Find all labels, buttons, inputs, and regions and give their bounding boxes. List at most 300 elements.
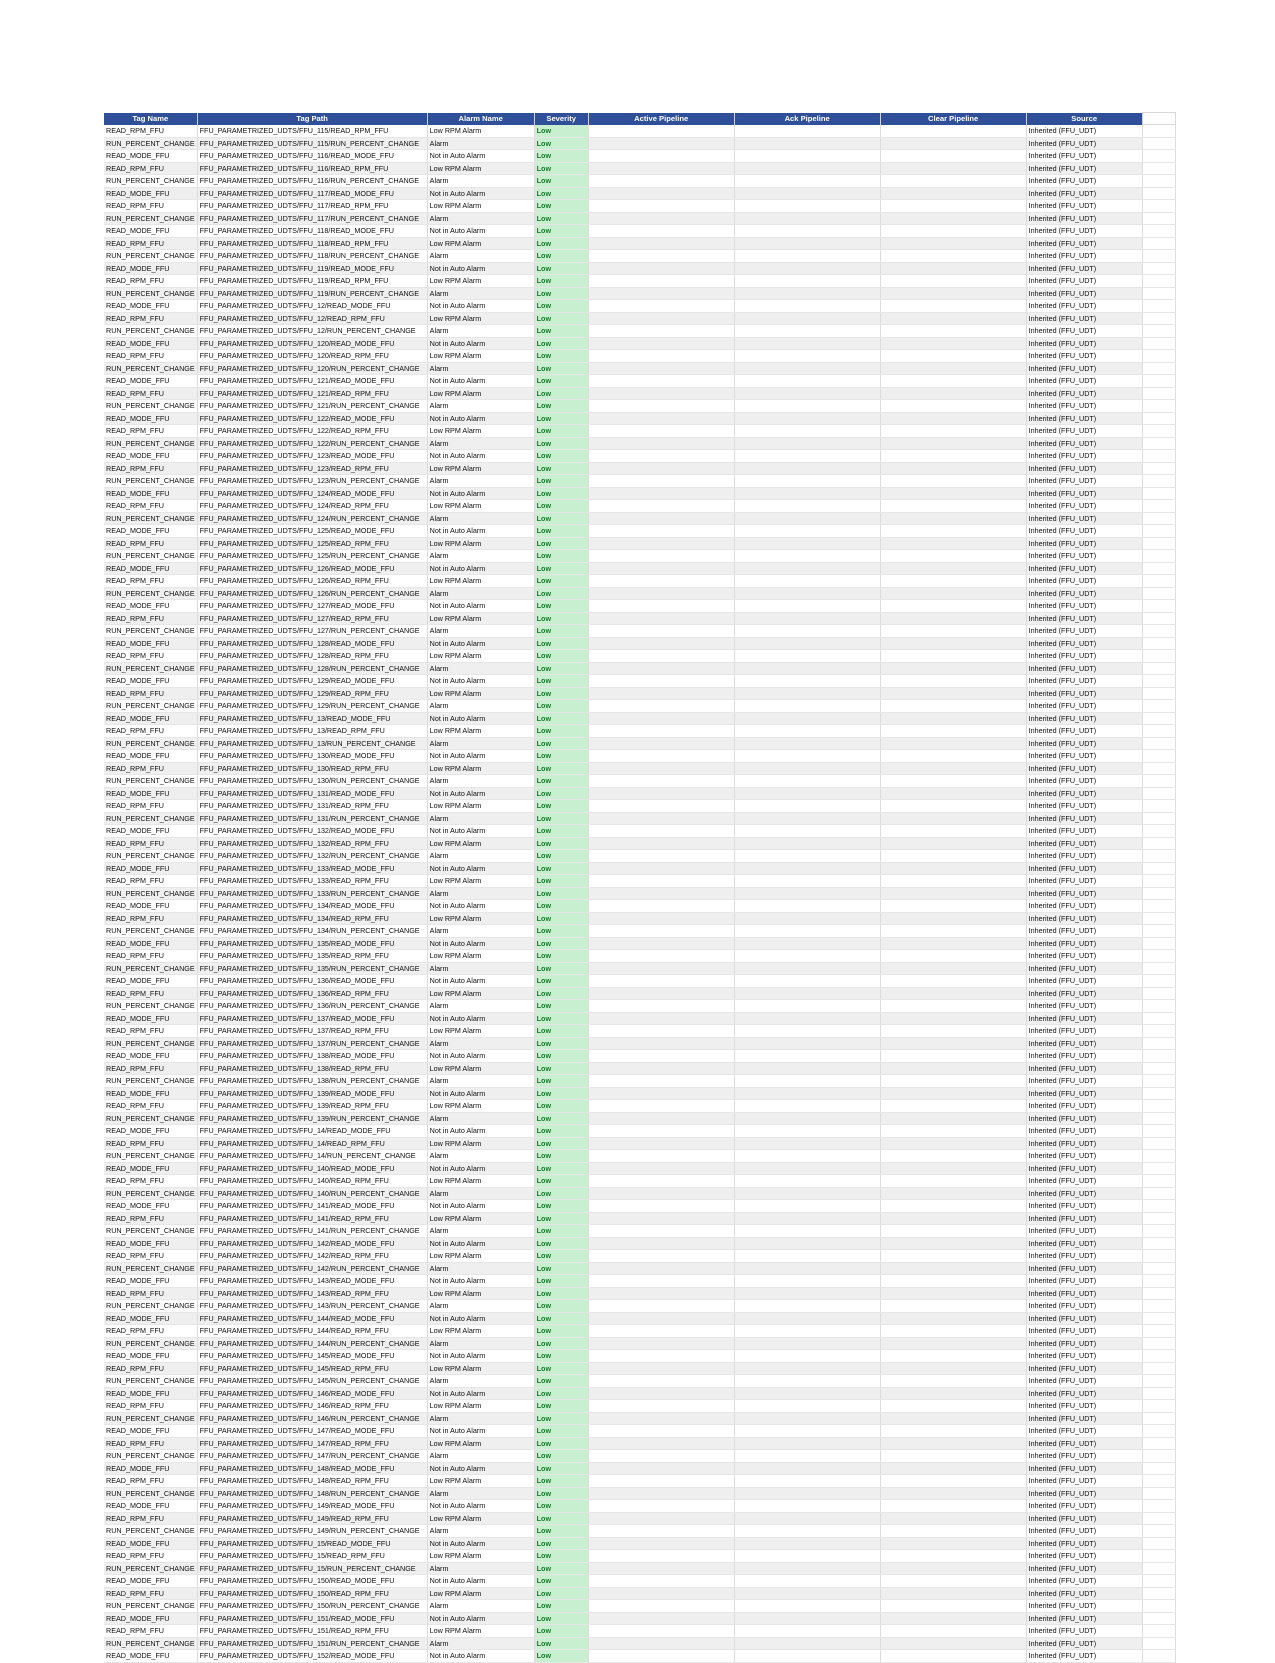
tag-path-cell: FFU_PARAMETRIZED_UDTS/FFU_12/READ_MODE_FFU xyxy=(197,300,427,313)
table-row[interactable] xyxy=(104,1000,1175,1013)
alarm-name-cell: Low RPM Alarm xyxy=(427,575,534,588)
tag-name-cell: RUN_PERCENT_CHANGE xyxy=(104,1375,197,1388)
table-row[interactable] xyxy=(104,912,1175,925)
empty-cell xyxy=(1142,287,1175,300)
severity-cell: Low xyxy=(534,1100,588,1113)
table-row[interactable] xyxy=(104,537,1175,550)
table-row[interactable] xyxy=(104,1625,1175,1638)
ack-pipeline-cell xyxy=(734,1325,880,1338)
severity-cell: Low xyxy=(534,1275,588,1288)
ack-pipeline-cell xyxy=(734,1225,880,1238)
table-row[interactable] xyxy=(104,1387,1175,1400)
table-row[interactable] xyxy=(104,1500,1175,1513)
table-row[interactable] xyxy=(104,137,1175,150)
table-row[interactable] xyxy=(104,187,1175,200)
tag-name-cell: READ_MODE_FFU xyxy=(104,1575,197,1588)
severity-cell: Low xyxy=(534,1300,588,1313)
clear-pipeline-cell xyxy=(880,1000,1026,1013)
severity-cell: Low xyxy=(534,675,588,688)
table-row[interactable] xyxy=(104,800,1175,813)
table-row[interactable] xyxy=(104,1562,1175,1575)
severity-cell: Low xyxy=(534,1637,588,1650)
column-header-tag-name[interactable]: Tag Name xyxy=(104,113,197,125)
active-pipeline-cell xyxy=(588,212,734,225)
table-row[interactable] xyxy=(104,1250,1175,1263)
severity-cell: Low xyxy=(534,1362,588,1375)
table-row[interactable] xyxy=(104,775,1175,788)
table-row[interactable] xyxy=(104,712,1175,725)
clear-pipeline-cell xyxy=(880,625,1026,638)
ack-pipeline-cell xyxy=(734,1612,880,1625)
table-row[interactable] xyxy=(104,300,1175,313)
active-pipeline-cell xyxy=(588,425,734,438)
table-row[interactable] xyxy=(104,462,1175,475)
tag-path-cell: FFU_PARAMETRIZED_UDTS/FFU_144/READ_MODE_FFU xyxy=(197,1312,427,1325)
table-row[interactable] xyxy=(104,487,1175,500)
table-row[interactable] xyxy=(104,812,1175,825)
source-cell: Inherited (FFU_UDT) xyxy=(1026,1225,1142,1238)
active-pipeline-cell xyxy=(588,1525,734,1538)
table-row[interactable] xyxy=(104,1412,1175,1425)
table-row[interactable] xyxy=(104,1050,1175,1063)
empty-cell xyxy=(1142,250,1175,263)
alarm-name-cell: Alarm xyxy=(427,625,534,638)
table-row[interactable] xyxy=(104,1537,1175,1550)
table-row[interactable] xyxy=(104,1012,1175,1025)
table-row[interactable] xyxy=(104,212,1175,225)
severity-cell: Low xyxy=(534,1550,588,1563)
table-row[interactable] xyxy=(104,362,1175,375)
ack-pipeline-cell xyxy=(734,1162,880,1175)
active-pipeline-cell xyxy=(588,1225,734,1238)
table-row[interactable] xyxy=(104,125,1175,138)
alarm-name-cell: Alarm xyxy=(427,437,534,450)
table-row[interactable] xyxy=(104,962,1175,975)
table-row[interactable] xyxy=(104,612,1175,625)
alarm-name-cell: Not in Auto Alarm xyxy=(427,600,534,613)
table-row[interactable] xyxy=(104,1062,1175,1075)
table-row[interactable] xyxy=(104,525,1175,538)
column-header-active-pipeline[interactable]: Active Pipeline xyxy=(588,113,734,125)
table-row[interactable] xyxy=(104,1162,1175,1175)
table-row[interactable] xyxy=(104,1287,1175,1300)
table-row[interactable] xyxy=(104,1187,1175,1200)
alarm-name-cell: Not in Auto Alarm xyxy=(427,1575,534,1588)
active-pipeline-cell xyxy=(588,387,734,400)
table-row[interactable] xyxy=(104,450,1175,463)
table-row[interactable] xyxy=(104,200,1175,213)
table-row[interactable] xyxy=(104,375,1175,388)
active-pipeline-cell xyxy=(588,675,734,688)
table-row[interactable] xyxy=(104,875,1175,888)
table-row[interactable] xyxy=(104,162,1175,175)
alarm-name-cell: Low RPM Alarm xyxy=(427,537,534,550)
tag-name-cell: READ_RPM_FFU xyxy=(104,1437,197,1450)
table-row[interactable] xyxy=(104,950,1175,963)
alarm-name-cell: Alarm xyxy=(427,662,534,675)
ack-pipeline-cell xyxy=(734,1625,880,1638)
column-header-source[interactable]: Source xyxy=(1026,113,1142,125)
empty-cell xyxy=(1142,500,1175,513)
tag-path-cell: FFU_PARAMETRIZED_UDTS/FFU_123/READ_RPM_FFU xyxy=(197,462,427,475)
table-row[interactable] xyxy=(104,275,1175,288)
alarm-name-cell: Low RPM Alarm xyxy=(427,1287,534,1300)
severity-cell: Low xyxy=(534,787,588,800)
table-row[interactable] xyxy=(104,387,1175,400)
source-cell: Inherited (FFU_UDT) xyxy=(1026,1500,1142,1513)
alarm-name-cell: Alarm xyxy=(427,1112,534,1125)
clear-pipeline-cell xyxy=(880,737,1026,750)
tag-name-cell: READ_MODE_FFU xyxy=(104,675,197,688)
table-row[interactable] xyxy=(104,1587,1175,1600)
tag-name-cell: RUN_PERCENT_CHANGE xyxy=(104,887,197,900)
tag-path-cell: FFU_PARAMETRIZED_UDTS/FFU_14/READ_RPM_FFU xyxy=(197,1137,427,1150)
tag-name-cell: RUN_PERCENT_CHANGE xyxy=(104,1187,197,1200)
clear-pipeline-cell xyxy=(880,1100,1026,1113)
empty-cell xyxy=(1142,825,1175,838)
tag-name-cell: READ_MODE_FFU xyxy=(104,1125,197,1138)
active-pipeline-cell xyxy=(588,1262,734,1275)
alarm-name-cell: Low RPM Alarm xyxy=(427,1587,534,1600)
active-pipeline-cell xyxy=(588,275,734,288)
active-pipeline-cell xyxy=(588,787,734,800)
table-row[interactable] xyxy=(104,1350,1175,1363)
source-cell: Inherited (FFU_UDT) xyxy=(1026,850,1142,863)
source-cell: Inherited (FFU_UDT) xyxy=(1026,1325,1142,1338)
table-row[interactable] xyxy=(104,1325,1175,1338)
ack-pipeline-cell xyxy=(734,1350,880,1363)
table-row[interactable] xyxy=(104,1037,1175,1050)
table-row[interactable] xyxy=(104,1337,1175,1350)
source-cell: Inherited (FFU_UDT) xyxy=(1026,687,1142,700)
table-row[interactable] xyxy=(104,1475,1175,1488)
table-row[interactable] xyxy=(104,400,1175,413)
table-row[interactable] xyxy=(104,250,1175,263)
table-row[interactable] xyxy=(104,1025,1175,1038)
table-row[interactable] xyxy=(104,762,1175,775)
ack-pipeline-cell xyxy=(734,1237,880,1250)
tag-path-cell: FFU_PARAMETRIZED_UDTS/FFU_132/READ_MODE_FFU xyxy=(197,825,427,838)
ack-pipeline-cell xyxy=(734,1575,880,1588)
tag-name-cell: READ_RPM_FFU xyxy=(104,1100,197,1113)
empty-cell xyxy=(1142,1587,1175,1600)
table-row[interactable] xyxy=(104,600,1175,613)
table-row[interactable] xyxy=(104,1575,1175,1588)
table-row[interactable] xyxy=(104,150,1175,163)
tag-path-cell: FFU_PARAMETRIZED_UDTS/FFU_147/READ_MODE_FFU xyxy=(197,1425,427,1438)
table-row[interactable] xyxy=(104,1375,1175,1388)
table-row[interactable] xyxy=(104,787,1175,800)
table-row[interactable] xyxy=(104,1600,1175,1613)
table-row[interactable] xyxy=(104,987,1175,1000)
empty-cell xyxy=(1142,437,1175,450)
table-row[interactable] xyxy=(104,687,1175,700)
table-row[interactable] xyxy=(104,737,1175,750)
source-cell: Inherited (FFU_UDT) xyxy=(1026,1412,1142,1425)
table-row[interactable] xyxy=(104,1237,1175,1250)
active-pipeline-cell xyxy=(588,312,734,325)
table-row[interactable] xyxy=(104,1300,1175,1313)
alarm-name-cell: Not in Auto Alarm xyxy=(427,1275,534,1288)
severity-cell: Low xyxy=(534,725,588,738)
table-row[interactable] xyxy=(104,1137,1175,1150)
clear-pipeline-cell xyxy=(880,1087,1026,1100)
table-row[interactable] xyxy=(104,850,1175,863)
table-row[interactable] xyxy=(104,1650,1175,1663)
clear-pipeline-cell xyxy=(880,1287,1026,1300)
clear-pipeline-cell xyxy=(880,287,1026,300)
alarm-name-cell: Alarm xyxy=(427,775,534,788)
source-cell: Inherited (FFU_UDT) xyxy=(1026,1100,1142,1113)
tag-name-cell: READ_MODE_FFU xyxy=(104,262,197,275)
tag-path-cell: FFU_PARAMETRIZED_UDTS/FFU_137/READ_RPM_FFU xyxy=(197,1025,427,1038)
severity-cell: Low xyxy=(534,1425,588,1438)
table-row[interactable] xyxy=(104,937,1175,950)
alarm-name-cell: Not in Auto Alarm xyxy=(427,1087,534,1100)
table-row[interactable] xyxy=(104,1425,1175,1438)
alarm-name-cell: Not in Auto Alarm xyxy=(427,1387,534,1400)
source-cell: Inherited (FFU_UDT) xyxy=(1026,1462,1142,1475)
table-row[interactable] xyxy=(104,412,1175,425)
table-row[interactable] xyxy=(104,1437,1175,1450)
column-header-alarm-name[interactable]: Alarm Name xyxy=(427,113,534,125)
table-row[interactable] xyxy=(104,637,1175,650)
source-cell: Inherited (FFU_UDT) xyxy=(1026,775,1142,788)
tag-name-cell: READ_MODE_FFU xyxy=(104,187,197,200)
tag-path-cell: FFU_PARAMETRIZED_UDTS/FFU_132/READ_RPM_FFU xyxy=(197,837,427,850)
severity-cell: Low xyxy=(534,1475,588,1488)
table-row[interactable] xyxy=(104,1487,1175,1500)
severity-cell: Low xyxy=(534,850,588,863)
tag-path-cell: FFU_PARAMETRIZED_UDTS/FFU_119/READ_MODE_FFU xyxy=(197,262,427,275)
ack-pipeline-cell xyxy=(734,987,880,1000)
source-cell: Inherited (FFU_UDT) xyxy=(1026,1475,1142,1488)
column-header-ack-pipeline[interactable]: Ack Pipeline xyxy=(734,113,880,125)
severity-cell: Low xyxy=(534,1075,588,1088)
table-row[interactable] xyxy=(104,725,1175,738)
active-pipeline-cell xyxy=(588,1562,734,1575)
clear-pipeline-cell xyxy=(880,487,1026,500)
table-row[interactable] xyxy=(104,262,1175,275)
tag-path-cell: FFU_PARAMETRIZED_UDTS/FFU_13/RUN_PERCENT_CHANGE xyxy=(197,737,427,750)
alarm-name-cell: Low RPM Alarm xyxy=(427,1100,534,1113)
table-row[interactable] xyxy=(104,1087,1175,1100)
table-row[interactable] xyxy=(104,587,1175,600)
table-row[interactable] xyxy=(104,1512,1175,1525)
source-cell: Inherited (FFU_UDT) xyxy=(1026,1512,1142,1525)
clear-pipeline-cell xyxy=(880,987,1026,1000)
table-row[interactable] xyxy=(104,287,1175,300)
severity-cell: Low xyxy=(534,1512,588,1525)
tag-path-cell: FFU_PARAMETRIZED_UDTS/FFU_131/READ_RPM_FFU xyxy=(197,800,427,813)
table-row[interactable] xyxy=(104,1075,1175,1088)
severity-cell: Low xyxy=(534,1250,588,1263)
source-cell: Inherited (FFU_UDT) xyxy=(1026,487,1142,500)
severity-cell: Low xyxy=(534,900,588,913)
severity-cell: Low xyxy=(534,1025,588,1038)
active-pipeline-cell xyxy=(588,1062,734,1075)
tag-name-cell: RUN_PERCENT_CHANGE xyxy=(104,362,197,375)
source-cell: Inherited (FFU_UDT) xyxy=(1026,1162,1142,1175)
active-pipeline-cell xyxy=(588,550,734,563)
table-row[interactable] xyxy=(104,550,1175,563)
ack-pipeline-cell xyxy=(734,1537,880,1550)
source-cell: Inherited (FFU_UDT) xyxy=(1026,1200,1142,1213)
source-cell: Inherited (FFU_UDT) xyxy=(1026,875,1142,888)
severity-cell: Low xyxy=(534,312,588,325)
alarm-name-cell: Not in Auto Alarm xyxy=(427,487,534,500)
clear-pipeline-cell xyxy=(880,775,1026,788)
alarm-name-cell: Alarm xyxy=(427,550,534,563)
table-row[interactable] xyxy=(104,862,1175,875)
tag-path-cell: FFU_PARAMETRIZED_UDTS/FFU_126/READ_MODE_FFU xyxy=(197,562,427,575)
severity-cell: Low xyxy=(534,637,588,650)
severity-cell: Low xyxy=(534,600,588,613)
empty-cell xyxy=(1142,1562,1175,1575)
table-row[interactable] xyxy=(104,325,1175,338)
empty-cell xyxy=(1142,525,1175,538)
tag-path-cell: FFU_PARAMETRIZED_UDTS/FFU_118/READ_RPM_FFU xyxy=(197,237,427,250)
active-pipeline-cell xyxy=(588,862,734,875)
severity-cell: Low xyxy=(534,1337,588,1350)
table-row[interactable] xyxy=(104,1262,1175,1275)
table-row[interactable] xyxy=(104,900,1175,913)
severity-cell: Low xyxy=(534,1537,588,1550)
table-row[interactable] xyxy=(104,350,1175,363)
source-cell: Inherited (FFU_UDT) xyxy=(1026,1087,1142,1100)
tag-name-cell: READ_MODE_FFU xyxy=(104,1425,197,1438)
table-row[interactable] xyxy=(104,1175,1175,1188)
empty-cell xyxy=(1142,400,1175,413)
table-row[interactable] xyxy=(104,1125,1175,1138)
table-row[interactable] xyxy=(104,475,1175,488)
column-header-clear-pipeline[interactable]: Clear Pipeline xyxy=(880,113,1026,125)
table-row[interactable] xyxy=(104,500,1175,513)
table-row[interactable] xyxy=(104,1362,1175,1375)
clear-pipeline-cell xyxy=(880,925,1026,938)
alarm-name-cell: Not in Auto Alarm xyxy=(427,1350,534,1363)
empty-cell xyxy=(1142,1612,1175,1625)
table-row[interactable] xyxy=(104,225,1175,238)
table-row[interactable] xyxy=(104,1200,1175,1213)
severity-cell: Low xyxy=(534,825,588,838)
tag-name-cell: RUN_PERCENT_CHANGE xyxy=(104,1112,197,1125)
table-row[interactable] xyxy=(104,312,1175,325)
table-row[interactable] xyxy=(104,425,1175,438)
source-cell: Inherited (FFU_UDT) xyxy=(1026,1187,1142,1200)
table-row[interactable] xyxy=(104,825,1175,838)
tag-path-cell: FFU_PARAMETRIZED_UDTS/FFU_150/READ_RPM_FFU xyxy=(197,1587,427,1600)
table-row[interactable] xyxy=(104,1312,1175,1325)
table-row[interactable] xyxy=(104,1550,1175,1563)
table-row[interactable] xyxy=(104,1212,1175,1225)
source-cell: Inherited (FFU_UDT) xyxy=(1026,1437,1142,1450)
table-row[interactable] xyxy=(104,625,1175,638)
table-row[interactable] xyxy=(104,700,1175,713)
alarm-name-cell: Not in Auto Alarm xyxy=(427,412,534,425)
table-row[interactable] xyxy=(104,675,1175,688)
column-header-severity[interactable]: Severity xyxy=(534,113,588,125)
tag-path-cell: FFU_PARAMETRIZED_UDTS/FFU_117/READ_RPM_FFU xyxy=(197,200,427,213)
tag-name-cell: READ_RPM_FFU xyxy=(104,125,197,138)
source-cell: Inherited (FFU_UDT) xyxy=(1026,1250,1142,1263)
table-row[interactable] xyxy=(104,575,1175,588)
tag-name-cell: READ_MODE_FFU xyxy=(104,975,197,988)
clear-pipeline-cell xyxy=(880,1487,1026,1500)
empty-cell xyxy=(1142,700,1175,713)
table-row[interactable] xyxy=(104,1462,1175,1475)
table-row[interactable] xyxy=(104,650,1175,663)
table-row[interactable] xyxy=(104,1100,1175,1113)
tag-name-cell: READ_MODE_FFU xyxy=(104,450,197,463)
ack-pipeline-cell xyxy=(734,1212,880,1225)
tag-name-cell: RUN_PERCENT_CHANGE xyxy=(104,1300,197,1313)
alarm-name-cell: Not in Auto Alarm xyxy=(427,1500,534,1513)
source-cell: Inherited (FFU_UDT) xyxy=(1026,462,1142,475)
table-row[interactable] xyxy=(104,662,1175,675)
tag-path-cell: FFU_PARAMETRIZED_UDTS/FFU_12/RUN_PERCENT_CHANGE xyxy=(197,325,427,338)
ack-pipeline-cell xyxy=(734,587,880,600)
table-row[interactable] xyxy=(104,1612,1175,1625)
table-row[interactable] xyxy=(104,925,1175,938)
alarm-name-cell: Low RPM Alarm xyxy=(427,162,534,175)
tag-path-cell: FFU_PARAMETRIZED_UDTS/FFU_151/READ_MODE_FFU xyxy=(197,1612,427,1625)
table-row[interactable] xyxy=(104,1525,1175,1538)
severity-cell: Low xyxy=(534,650,588,663)
tag-path-cell: FFU_PARAMETRIZED_UDTS/FFU_13/READ_RPM_FFU xyxy=(197,725,427,738)
table-row[interactable] xyxy=(104,1275,1175,1288)
table-row[interactable] xyxy=(104,1400,1175,1413)
severity-cell: Low xyxy=(534,1575,588,1588)
ack-pipeline-cell xyxy=(734,1175,880,1188)
empty-cell xyxy=(1142,612,1175,625)
table-row[interactable] xyxy=(104,512,1175,525)
empty-cell xyxy=(1142,1637,1175,1650)
alarm-name-cell: Alarm xyxy=(427,362,534,375)
table-row[interactable] xyxy=(104,1225,1175,1238)
active-pipeline-cell xyxy=(588,962,734,975)
empty-cell xyxy=(1142,200,1175,213)
severity-cell: Low xyxy=(534,1587,588,1600)
table-row[interactable] xyxy=(104,1637,1175,1650)
clear-pipeline-cell xyxy=(880,712,1026,725)
clear-pipeline-cell xyxy=(880,1400,1026,1413)
severity-cell: Low xyxy=(534,287,588,300)
table-row[interactable] xyxy=(104,437,1175,450)
active-pipeline-cell xyxy=(588,850,734,863)
ack-pipeline-cell xyxy=(734,375,880,388)
table-row[interactable] xyxy=(104,175,1175,188)
table-row[interactable] xyxy=(104,750,1175,763)
table-row[interactable] xyxy=(104,562,1175,575)
severity-cell: Low xyxy=(534,512,588,525)
table-row[interactable] xyxy=(104,1150,1175,1163)
active-pipeline-cell xyxy=(588,1200,734,1213)
empty-cell xyxy=(1142,775,1175,788)
clear-pipeline-cell xyxy=(880,475,1026,488)
table-row[interactable] xyxy=(104,237,1175,250)
column-header-tag-path[interactable]: Tag Path xyxy=(197,113,427,125)
ack-pipeline-cell xyxy=(734,925,880,938)
table-row[interactable] xyxy=(104,1450,1175,1463)
table-row[interactable] xyxy=(104,887,1175,900)
table-row[interactable] xyxy=(104,337,1175,350)
tag-path-cell: FFU_PARAMETRIZED_UDTS/FFU_131/RUN_PERCENT_CHANGE xyxy=(197,812,427,825)
table-row[interactable] xyxy=(104,1112,1175,1125)
table-row[interactable] xyxy=(104,975,1175,988)
clear-pipeline-cell xyxy=(880,1275,1026,1288)
table-row[interactable] xyxy=(104,837,1175,850)
